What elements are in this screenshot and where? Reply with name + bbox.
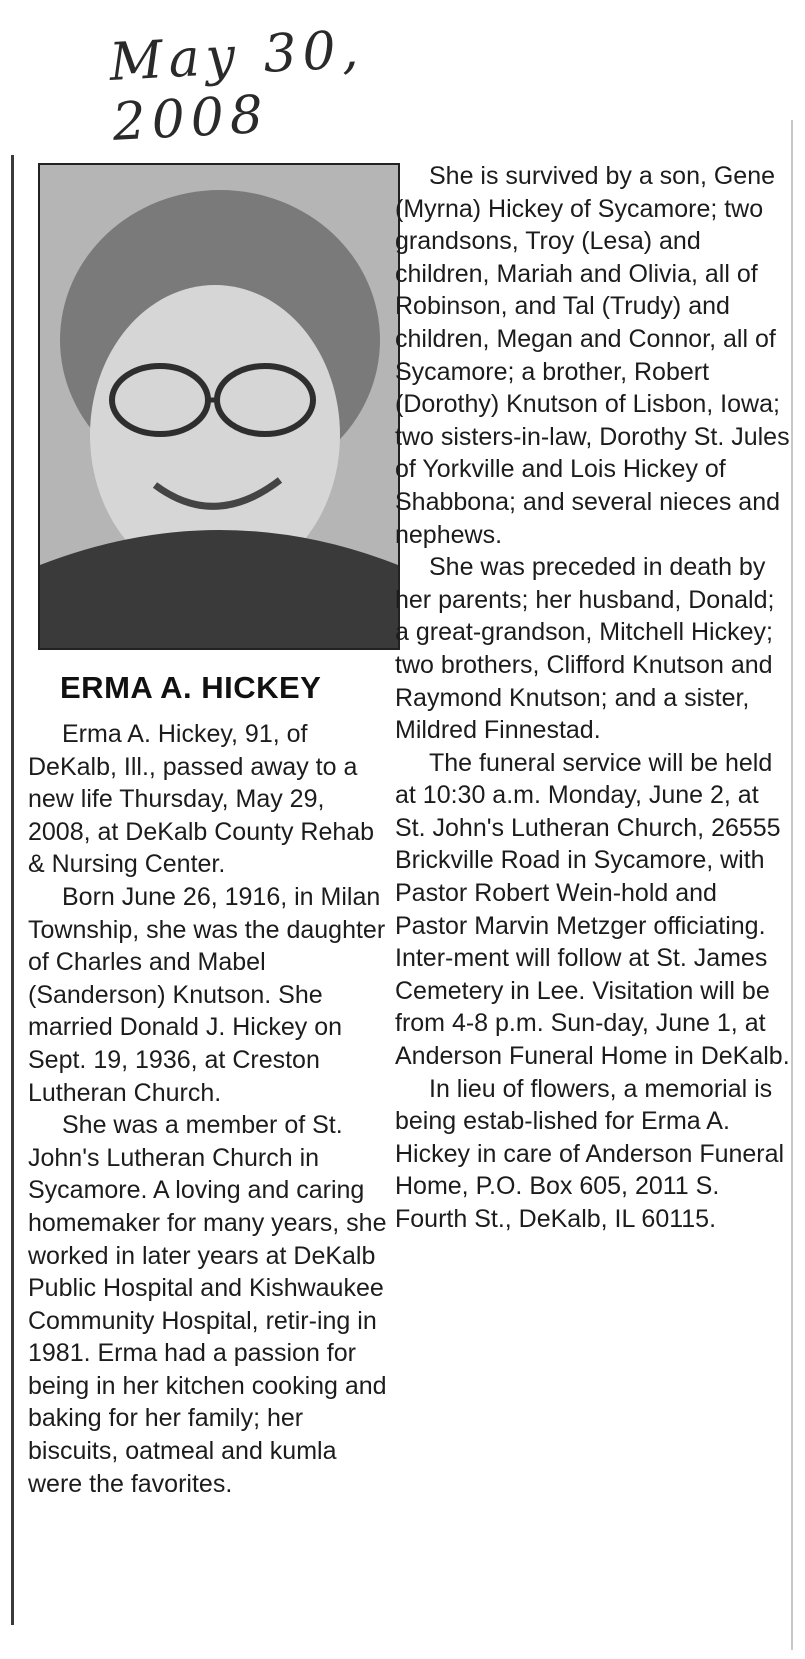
paragraph: She is survived by a son, Gene (Myrna) Hickey of Sycamore; two grandsons, Troy (Lesa) and children, Mariah and Olivia, all of Robinson, and Tal (Trudy) and children, Megan and Connor, all of Sycamore; a brother, Robert (Dorothy) Knutson of Lisbon, Iowa; two sisters-in-law, Dorothy St. Jules of Yorkville and Lois Hickey of Shabbona; and several nieces and nephews. — [395, 162, 790, 549]
paragraph: Erma A. Hickey, 91, of DeKalb, Ill., passed away to a new life Thursday, May 29, 2008, at DeKalb County Rehab & Nursing Center. — [28, 720, 375, 879]
obituary-left-column — [28, 718, 388, 1500]
obituary-right-column — [395, 160, 790, 1236]
column-rule-right — [791, 120, 793, 1650]
paragraph: Born June 26, 1916, in Milan Township, she was the daughter of Charles and Mabel (Sanderson) Knutson. She married Donald J. Hickey on Sept. 19, 1936, at Creston Lutheran Church. — [28, 882, 386, 1107]
paragraph: The funeral service will be held at 10:30 a.m. Monday, June 2, at St. John's Lutheran Church, 26555 Brickville Road in Sycamore, with Pastor Robert Wein-hold and Pastor Marvin Metzger officiating. Inter-ment will follow at St. James Cemetery in Lee. Visitation will be from 4-8 p.m. Sun-day, June 1, at Anderson Funeral Home in DeKalb. — [395, 748, 790, 1071]
handwritten-date: May 30, 2008 — [107, 19, 366, 153]
obituary-name: ERMA A. HICKEY — [60, 670, 322, 705]
portrait-photo — [38, 163, 400, 650]
column-rule-left — [11, 155, 14, 1625]
paragraph: She was preceded in death by her parents; her husband, Donald; a great-grandson, Mitchell Hickey; two brothers, Clifford Knutson and Raymond Knutson; and a sister, Mildred Finnestad. — [395, 553, 775, 745]
paragraph: In lieu of flowers, a memorial is being estab-lished for Erma A. Hickey in care of Anderson Funeral Home, P.O. Box 605, 2011 S. Fourth St., DeKalb, IL 60115. — [395, 1074, 785, 1233]
paragraph: She was a member of St. John's Lutheran Church in Sycamore. A loving and caring homemaker for many years, she worked in later years at DeKalb Public Hospital and Kishwaukee Community Hospital, retir-ing in 1981. Erma had a passion for being in her kitchen cooking and baking for her family; her biscuits, oatmeal and kumla were the favorites. — [28, 1111, 387, 1498]
